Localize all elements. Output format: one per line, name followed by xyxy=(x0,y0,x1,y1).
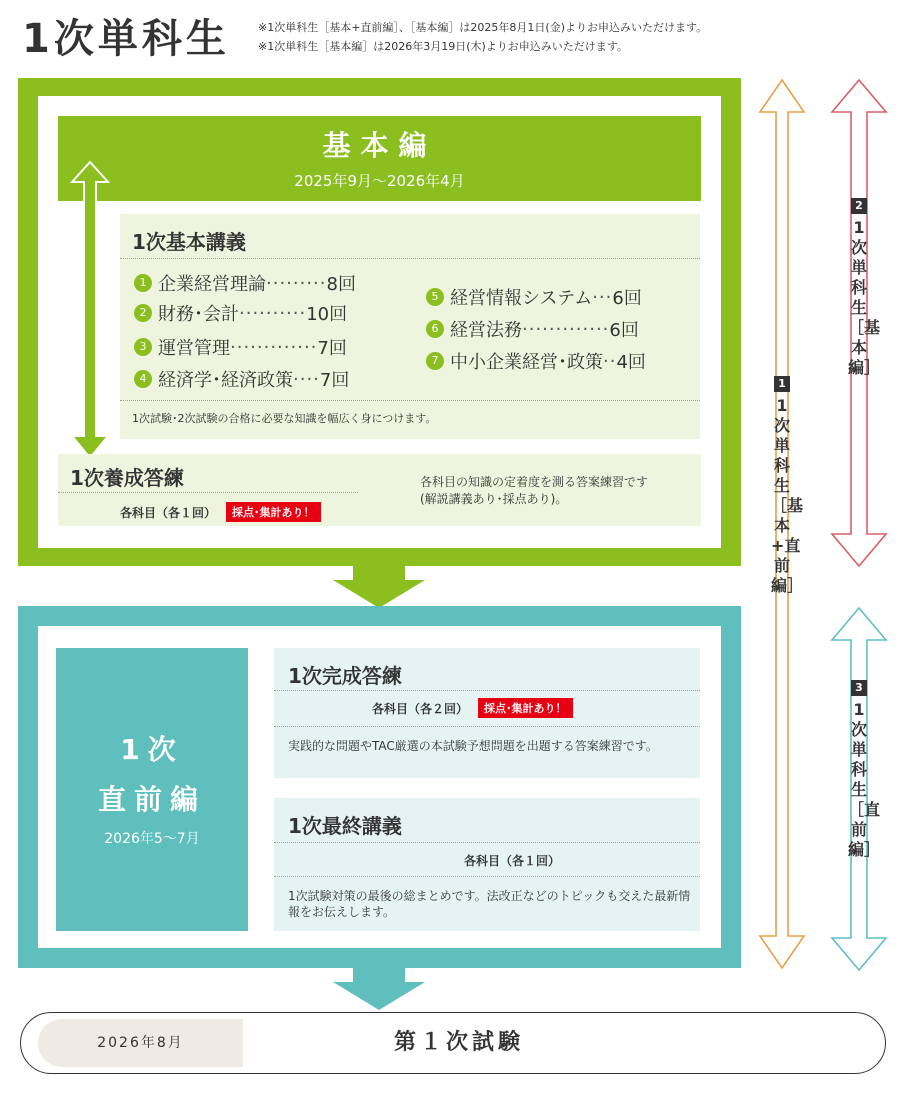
side-label-3 xyxy=(848,676,881,860)
basic-range-arrow xyxy=(68,160,112,460)
final-period: 2026年5～7月 xyxy=(104,831,200,847)
side-label-1 xyxy=(771,372,804,596)
side-label-2 xyxy=(848,194,881,378)
side-label-text: 1次単科生［基本+直前編］ xyxy=(771,396,804,595)
subject-item xyxy=(134,366,349,392)
note-line: ※1次単科生［基本+直前編］、［基本編］は2025年8月1日(金)よりお申込みいただけます。 xyxy=(258,21,708,34)
subject-item xyxy=(426,316,639,342)
training-desc-line: 各科目の知識の定着度を測る答案練習です xyxy=(420,475,649,489)
kansei-desc: 実践的な問題やTAC厳選の本試験予想問題を出題する答案練習です。 xyxy=(288,739,658,753)
saishu-desc: 1次試験対策の最後の総まとめです。法改正などのトピックも交えた最新情報をお伝えします。 xyxy=(288,889,691,919)
lecture-title: 1次基本講義 xyxy=(132,230,246,254)
number-badge-icon: 4 xyxy=(134,370,152,388)
final-title-line1: 1次 xyxy=(120,733,184,766)
down-arrow-icon xyxy=(333,566,425,608)
number-badge-icon: 3 xyxy=(134,338,152,356)
final-title-line2: 直前編 xyxy=(97,783,206,816)
divider xyxy=(274,842,700,843)
number-badge-icon: 1 xyxy=(134,274,152,292)
training-sub xyxy=(120,502,321,522)
basic-period: 2025年9月～2026年4月 xyxy=(294,172,465,190)
notes xyxy=(258,18,707,56)
subject-count: 4回 xyxy=(616,352,646,373)
training-title: 1次養成答練 xyxy=(70,466,184,490)
training-desc xyxy=(420,474,648,508)
divider xyxy=(120,400,700,401)
subject-item xyxy=(426,284,642,310)
training-count: 各科目（各１回） xyxy=(120,505,217,520)
leader: ··· xyxy=(592,286,613,308)
subject-count: 6回 xyxy=(612,288,642,309)
label-number-badge: 2 xyxy=(851,198,867,214)
subject-item xyxy=(426,348,646,374)
label-number-badge: 3 xyxy=(851,680,867,696)
label-number-badge: 1 xyxy=(774,376,790,392)
subject-name: 経営法務 xyxy=(450,320,522,341)
number-badge-icon: 7 xyxy=(426,352,444,370)
subject-count: 7回 xyxy=(317,338,347,359)
subject-count: 8回 xyxy=(326,274,356,295)
leader: ···· xyxy=(293,368,320,390)
divider xyxy=(120,258,700,259)
basic-title: 基本編 xyxy=(322,129,437,162)
note-line: ※1次単科生［基本編］は2026年3月19日(木)よりお申込みいただけます。 xyxy=(258,40,628,53)
saishu-count: 各科目（各１回） xyxy=(463,854,560,868)
number-badge-icon: 2 xyxy=(134,304,152,322)
subject-item xyxy=(134,270,356,296)
subject-name: 企業経営理論 xyxy=(158,274,266,295)
subject-name: 財務･会計 xyxy=(158,304,239,325)
subject-name: 経済学･経済政策 xyxy=(158,370,293,391)
leader: ············· xyxy=(230,336,318,358)
subject-item xyxy=(134,334,347,360)
divider xyxy=(58,492,358,493)
leader: ·········· xyxy=(239,302,307,324)
page-title: 1次単科生 xyxy=(22,16,230,62)
subject-name: 中小企業経営･政策 xyxy=(450,352,603,373)
side-label-text: 1次単科生［基本編］ xyxy=(848,218,881,377)
final-label-panel xyxy=(56,648,248,931)
leader: ············· xyxy=(522,318,610,340)
kansei-title: 1次完成答練 xyxy=(288,664,402,688)
subject-name: 運営管理 xyxy=(158,338,230,359)
divider xyxy=(274,876,700,877)
subject-count: 6回 xyxy=(609,320,639,341)
lecture-note: 1次試験･2次試験の合格に必要な知識を幅広く身につけます。 xyxy=(132,412,437,425)
subject-count: 10回 xyxy=(306,304,348,325)
divider xyxy=(274,726,700,727)
scoring-badge: 採点･集計あり！ xyxy=(226,502,321,522)
kansei-sub xyxy=(372,698,573,718)
exam-title: 第１次試験 xyxy=(393,1030,524,1055)
leader: ·· xyxy=(603,350,617,372)
number-badge-icon: 6 xyxy=(426,320,444,338)
training-desc-line: (解説講義あり･採点あり)。 xyxy=(420,492,568,506)
down-arrow-icon xyxy=(333,968,425,1010)
side-label-text: 1次単科生［直前編］ xyxy=(848,700,881,859)
scoring-badge: 採点･集計あり！ xyxy=(478,698,573,718)
divider xyxy=(274,690,700,691)
number-badge-icon: 5 xyxy=(426,288,444,306)
kansei-count: 各科目（各２回） xyxy=(372,701,469,716)
leader: ········· xyxy=(266,272,327,294)
exam-date: 2026年8月 xyxy=(38,1019,243,1067)
saishu-title: 1次最終講義 xyxy=(288,814,402,838)
basic-header xyxy=(58,116,701,201)
subject-name: 経営情報システム xyxy=(450,288,593,309)
subject-item xyxy=(134,300,347,326)
subject-count: 7回 xyxy=(319,370,350,391)
